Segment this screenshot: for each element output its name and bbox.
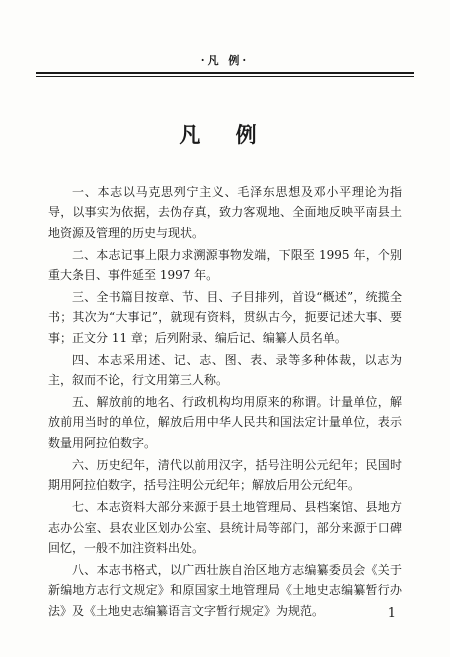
paragraph-8: 八、本志书格式，以广西壮族自治区地方志编纂委员会《关于新编地方志行文规定》和原国家土地管理局《土地史志编纂暂行办法》及《土地史志编纂语言文字暂行规定》为规范。 xyxy=(48,562,402,618)
paragraph-5: 五、解放前的地名、行政机构均用原来的称谓。计量单位，解放前用当时的单位，解放后用中华人民共和国法定计量单位，表示数量用阿拉伯数字。 xyxy=(48,395,402,450)
body-text xyxy=(48,182,402,623)
page-title: 凡 例 xyxy=(179,122,271,147)
paragraph-2: 二、本志记事上限力求溯源事物发端，下限至 1995 年，个别重大条目、事件延至 1997 年。 xyxy=(48,247,402,283)
paragraph-7: 七、本志资料大部分来源于县土地管理局、县档案馆、县地方志办公室、县农业区划办公室、县统计局等部门，部分来源于口碑回忆，一般不加注资料出处。 xyxy=(48,500,402,555)
paragraph-4: 四、本志采用述、记、志、图、表、录等多种体裁，以志为主，叙而不论，行文用第三人称。 xyxy=(48,352,402,388)
paragraph-6: 六、历史纪年，清代以前用汉字，括号注明公元纪年；民国时期用阿拉伯数字，括号注明公元纪年；解放后用公元纪年。 xyxy=(48,457,402,493)
paragraph-1: 一、本志以马克思列宁主义、毛泽东思想及邓小平理论为指导，以事实为依据，去伪存真，致力客观地、全面地反映平南县土地资源及管理的历史与现状。 xyxy=(48,185,402,240)
running-header: ·凡 例· xyxy=(200,54,250,67)
header-rule-thin xyxy=(36,76,414,77)
header-rule-thick xyxy=(36,72,414,74)
paragraph-3: 三、全书篇目按章、节、目、子目排列，首设“概述”，统揽全书；其次为“大事记”，就现有资料，贯纵古今，扼要记述大事、要事；正文分 11 章；后列附录、编后记、编纂人员名单。 xyxy=(48,290,402,345)
page-number: 1 xyxy=(387,606,396,621)
